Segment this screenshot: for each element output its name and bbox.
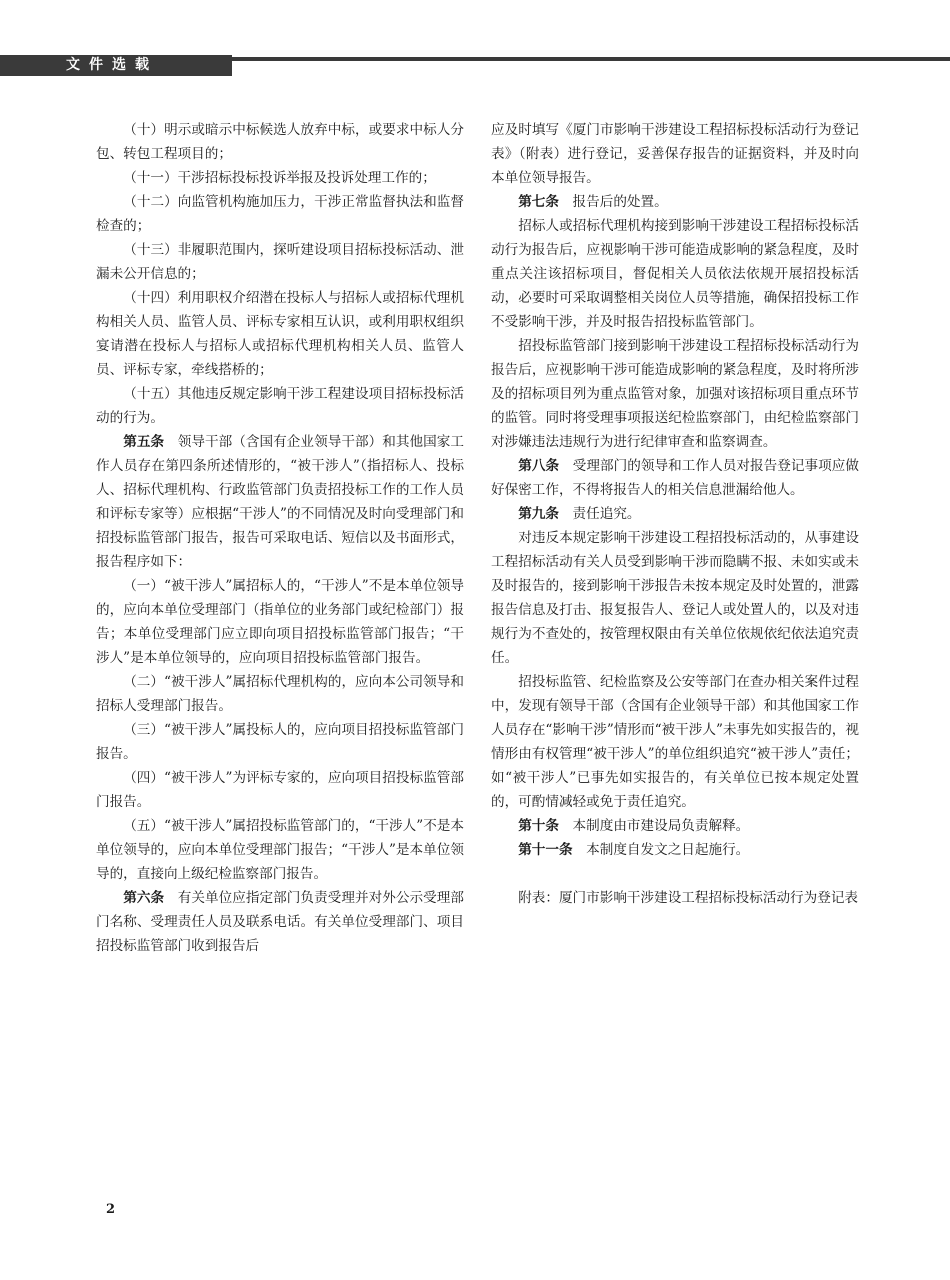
article-9: [491, 502, 859, 526]
article-title: 第八条: [518, 458, 560, 474]
paragraph: 招标人或招标代理机构接到影响干涉建设工程招标投标活动行为报告后，应视影响干涉可能造成影响的紧急程度，及时重点关注该招标项目，督促相关人员依法依规开展招投标活动，必要时可采取调整相关岗位人员等措施，确保招投标工作不受影响干涉，并及时报告招投标监管部门。: [491, 218, 859, 330]
article-text: 本制度自发文之日起施行。: [572, 842, 750, 858]
article-text: 责任追究。: [558, 506, 641, 522]
header-rule: [232, 57, 950, 61]
paragraph: 招投标监管部门接到影响干涉建设工程招标投标活动行为报告后，应视影响干涉可能造成影响的紧急程度，及时将所涉及的招标项目列为重点监管对象，加强对该招标项目重点环节的监管。同时将受理事项报送纪检监察部门，由纪检监察部门对涉嫌违法违规行为进行纪律审查和监察调查。: [491, 338, 859, 450]
article-title: 第九条: [518, 506, 559, 522]
paragraph: （十三）非履职范围内，探听建设项目招标投标活动、泄漏未公开信息的；: [96, 242, 464, 282]
section-header: [0, 55, 950, 76]
article-title: 第五条: [123, 434, 165, 450]
left-column: [96, 118, 464, 958]
article-text: 本制度由市建设局负责解释。: [558, 818, 750, 834]
paragraph: （五）“被干涉人”属招投标监管部门的，“干涉人”不是本单位领导的，应向本单位受理部门报告；“干涉人”是本单位领导的，直接向上级纪检监察部门报告。: [96, 818, 464, 882]
article-title: 第六条: [123, 890, 165, 906]
page-number: 2: [106, 1202, 116, 1217]
paragraph: （二）“被干涉人”属招标代理机构的，应向本公司领导和招标人受理部门报告。: [96, 674, 464, 714]
article-11: [491, 838, 859, 862]
article-5: [96, 430, 464, 574]
article-title: 第七条: [518, 194, 559, 210]
paragraph: 对违反本规定影响干涉建设工程招投标活动的，从事建设工程招标活动有关人员受到影响干涉而隐瞒不报、未如实或未及时报告的，接到影响干涉报告未按本规定及时处置的，泄露报告信息及打击、报复报告人、登记人或处置人的，以及对违规行为不查处的，按管理权限由有关单位依规依纪依法追究责任。: [491, 530, 859, 666]
article-text: 领导干部（含国有企业领导干部）和其他国家工作人员存在第四条所述情形的，“被干涉人”（指招标人、投标人、招标代理机构、行政监管部门负责招投标工作的工作人员和评标专家等）应根据“干涉人”的不同情况及时向受理部门和招投标监管部门报告，报告可采取电话、短信以及书面形式，报告程序如下：: [96, 434, 465, 570]
right-column: [491, 118, 859, 910]
paragraph: （一）“被干涉人”属招标人的，“干涉人”不是本单位领导的，应向本单位受理部门（指单位的业务部门或纪检部门）报告；本单位受理部门应立即向项目招投标监管部门报告；“干涉人”是本单位领导的，应向项目招投标监管部门报告。: [96, 578, 464, 666]
paragraph: 应及时填写《厦门市影响干涉建设工程招标投标活动行为登记表》（附表）进行登记，妥善保存报告的证据资料，并及时向本单位领导报告。: [491, 122, 859, 186]
article-10: [491, 814, 859, 838]
paragraph: （三）“被干涉人”属投标人的，应向项目招投标监管部门报告。: [96, 722, 464, 762]
paragraph: （十二）向监管机构施加压力，干涉正常监督执法和监督检查的；: [96, 194, 464, 234]
paragraph: （十五）其他违反规定影响干涉工程建设项目招标投标活动的行为。: [96, 386, 464, 426]
paragraph: （四）“被干涉人”为评标专家的，应向项目招投标监管部门报告。: [96, 770, 464, 810]
article-text: 报告后的处置。: [558, 194, 668, 210]
article-text: 有关单位应指定部门负责受理并对外公示受理部门名称、受理责任人员及联系电话。有关单位受理部门、项目招投标监管部门收到报告后: [96, 890, 465, 954]
article-6: [96, 886, 464, 958]
article-8: [491, 454, 859, 502]
article-text: 受理部门的领导和工作人员对报告登记事项应做好保密工作，不得将报告人的相关信息泄漏给他人。: [491, 458, 860, 498]
paragraph: 招投标监管、纪检监察及公安等部门在查办相关案件过程中，发现有领导干部（含国有企业领导干部）和其他国家工作人员存在“影响干涉”情形而“被干涉人”未事先如实报告的，视情形由有权管理“被干涉人”的单位组织追究“被干涉人”责任；如“被干涉人”已事先如实报告的，有关单位已按本规定处置的，可酌情减轻或免于责任追究。: [491, 674, 859, 810]
attachment-note: 附表：厦门市影响干涉建设工程招标投标活动行为登记表: [518, 890, 859, 906]
article-title: 第十一条: [518, 842, 573, 858]
paragraph: （十）明示或暗示中标候选人放弃中标，或要求中标人分包、转包工程项目的；: [96, 122, 464, 162]
article-title: 第十条: [518, 818, 559, 834]
article-7: [491, 190, 859, 214]
section-label: 文件选载: [0, 55, 232, 76]
paragraph: （十一）干涉招标投标投诉举报及投诉处理工作的；: [123, 170, 436, 186]
paragraph: （十四）利用职权介绍潜在投标人与招标人或招标代理机构相关人员、监管人员、评标专家相互认识，或利用职权组织宴请潜在投标人与招标人或招标代理机构相关人员、监管人员、评标专家，牵线搭桥的；: [96, 290, 464, 378]
